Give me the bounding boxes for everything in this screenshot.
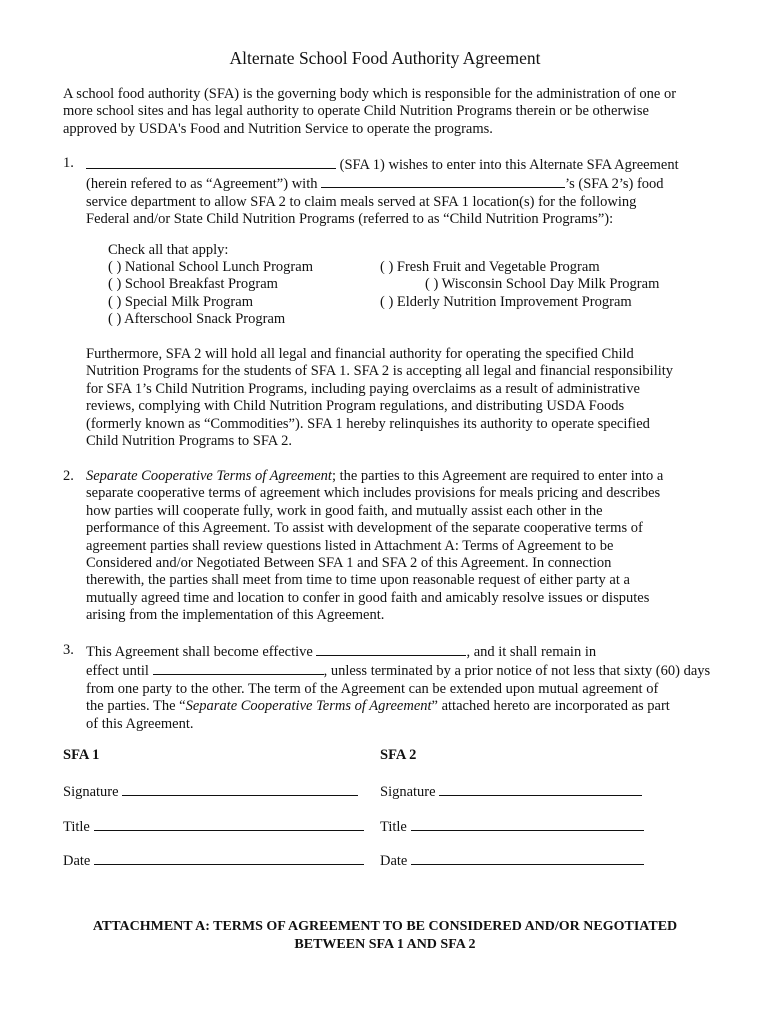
program-checkbox-item[interactable]: ( ) National School Lunch Program (108, 259, 313, 275)
item-1-line: service department to allow SFA 2 to claim meals served at SFA 1 location(s) for the following (86, 193, 637, 210)
check-all-header: Check all that apply: (108, 242, 229, 258)
item-2-italic-lead: Separate Cooperative Terms of Agreement (86, 468, 332, 484)
item-3-line: from one party to the other. The term of the Agreement can be extended upon mutual agreement of (86, 680, 659, 697)
item-1-text: (herein refered to as “Agreement”) with (86, 176, 322, 193)
program-checkbox-item[interactable]: ( ) Afterschool Snack Program (108, 311, 286, 328)
attachment-heading-line: BETWEEN SFA 1 AND SFA 2 (294, 936, 476, 952)
sfa2-signature-field[interactable] (439, 782, 642, 796)
sfa2-date-row (380, 851, 644, 870)
sfa2-heading: SFA 2 (380, 747, 417, 763)
program-checkbox-item[interactable]: ( ) Fresh Fruit and Vegetable Program (380, 259, 600, 275)
furthermore-paragraph (86, 346, 673, 450)
intro-line: A school food authority (SFA) is the governing body which is responsible for the administration of one or (63, 86, 677, 102)
item-3-text: effect until (86, 663, 153, 680)
sfa1-heading: SFA 1 (63, 747, 100, 763)
sfa1-name-blank[interactable] (86, 155, 336, 169)
furthermore-line: Furthermore, SFA 2 will hold all legal and financial authority for operating the specified Child (86, 346, 634, 362)
item-3-italic-text: Separate Cooperative Terms of Agreement (185, 698, 432, 715)
item-1-text: ’s (SFA 2’s) food (565, 176, 664, 193)
item-3-text: ” attached hereto are incorporated as part (431, 698, 670, 715)
item-2-line: separate cooperative terms of agreement which includes provisions for meals pricing and describes (86, 485, 661, 502)
item-1-line (86, 174, 679, 193)
intro-line: more school sites and has legal authority to operate Child Nutrition Programs therein or be otherwise (63, 103, 649, 120)
sfa2-title-field[interactable] (411, 817, 644, 831)
furthermore-line: for SFA 1’s Child Nutrition Programs, including paying overclaims as a result of administrative (86, 380, 640, 397)
item-3-body (86, 642, 710, 733)
item-3-text: , unless terminated by a prior notice of not less that sixty (60) days (323, 663, 711, 680)
item-2-line: therewith, the parties shall meet from time to time upon reasonable request of either party at a (86, 572, 630, 589)
checks-left-column (108, 259, 313, 329)
intro-line: approved by USDA's Food and Nutrition Service to operate the programs. (63, 120, 493, 137)
sfa1-date-row (63, 851, 364, 870)
item-3-text: , and it shall remain in (466, 644, 597, 660)
end-date-blank[interactable] (153, 661, 324, 675)
sfa1-signature-field[interactable] (122, 782, 358, 796)
title-label: Title (380, 819, 411, 835)
item-1-text: (SFA 1) wishes to enter into this Alternate SFA Agreement (336, 157, 679, 173)
sfa1-signature-row (63, 782, 358, 801)
item-2-line: how parties will cooperate fully, work in good faith, and mutually assist each other in the (86, 502, 603, 519)
item-2-line: performance of this Agreement. To assist with development of the separate cooperative terms of (86, 520, 643, 537)
attachment-heading-line: ATTACHMENT A: TERMS OF AGREEMENT TO BE CONSIDERED AND/OR NEGOTIATED (92, 919, 678, 934)
sfa1-title-row (63, 817, 364, 836)
item-2-line (86, 468, 663, 485)
item-3-line (86, 698, 710, 715)
item-3-line (86, 642, 710, 661)
program-checkbox-item[interactable]: ( ) School Breakfast Program (108, 276, 278, 293)
item-2-line: Considered and/or Negotiated Between SFA 1 and SFA 2 of this Agreement. In connection (86, 555, 612, 572)
document-title: Alternate School Food Authority Agreement (229, 48, 541, 68)
sfa2-title-row (380, 817, 644, 836)
sfa1-title-field[interactable] (94, 817, 364, 831)
item-1-body (86, 155, 679, 229)
signature-label: Signature (63, 784, 123, 800)
date-label: Date (63, 853, 94, 869)
program-checkbox-item[interactable]: ( ) Wisconsin School Day Milk Program (425, 276, 660, 292)
sfa2-date-field[interactable] (411, 851, 644, 865)
sfa2-signature-row (380, 782, 642, 801)
effective-date-blank[interactable] (316, 642, 466, 656)
date-label: Date (380, 853, 411, 869)
program-checkbox-item[interactable]: ( ) Special Milk Program (108, 293, 253, 310)
item-2-text: ; the parties to this Agreement are required to enter into a (331, 468, 664, 484)
furthermore-line: Nutrition Programs for the students of SFA 1. SFA 2 is accepting all legal and financial responsibility (86, 363, 674, 380)
furthermore-line: (formerly known as “Commodities”). SFA 1 hereby relinquishes its authority to operate specified (86, 415, 650, 432)
furthermore-line: reviews, complying with Child Nutrition Program regulations, and distributing USDA Foods (86, 398, 625, 415)
intro-paragraph (63, 86, 676, 138)
item-3-line: of this Agreement. (86, 715, 194, 732)
attachment-heading (0, 918, 770, 953)
sfa1-date-field[interactable] (94, 851, 364, 865)
sfa2-name-blank[interactable] (321, 174, 565, 188)
item-2-body (86, 468, 663, 625)
item-2-number: 2. (63, 468, 74, 484)
item-1-line: Federal and/or State Child Nutrition Programs (referred to as “Child Nutrition Programs”): (86, 211, 614, 228)
item-2-line: mutually agreed time and location to confer in good faith and amicably resolve issues or disputes (86, 589, 650, 606)
item-1-number: 1. (63, 155, 74, 171)
title-label: Title (63, 819, 94, 835)
item-3-number: 3. (63, 642, 74, 658)
signature-label: Signature (380, 784, 440, 800)
program-checkbox-item[interactable]: ( ) Elderly Nutrition Improvement Program (380, 294, 632, 310)
item-1-line (86, 155, 679, 174)
item-3-text: the parties. The “ (86, 698, 186, 715)
item-2-line: agreement parties shall review questions listed in Attachment A: Terms of Agreement to be (86, 537, 614, 554)
item-3-text: This Agreement shall become effective (86, 644, 317, 660)
item-3-line (86, 661, 710, 680)
item-2-line: arising from the implementation of this Agreement. (86, 607, 385, 624)
furthermore-line: Child Nutrition Programs to SFA 2. (86, 433, 292, 450)
